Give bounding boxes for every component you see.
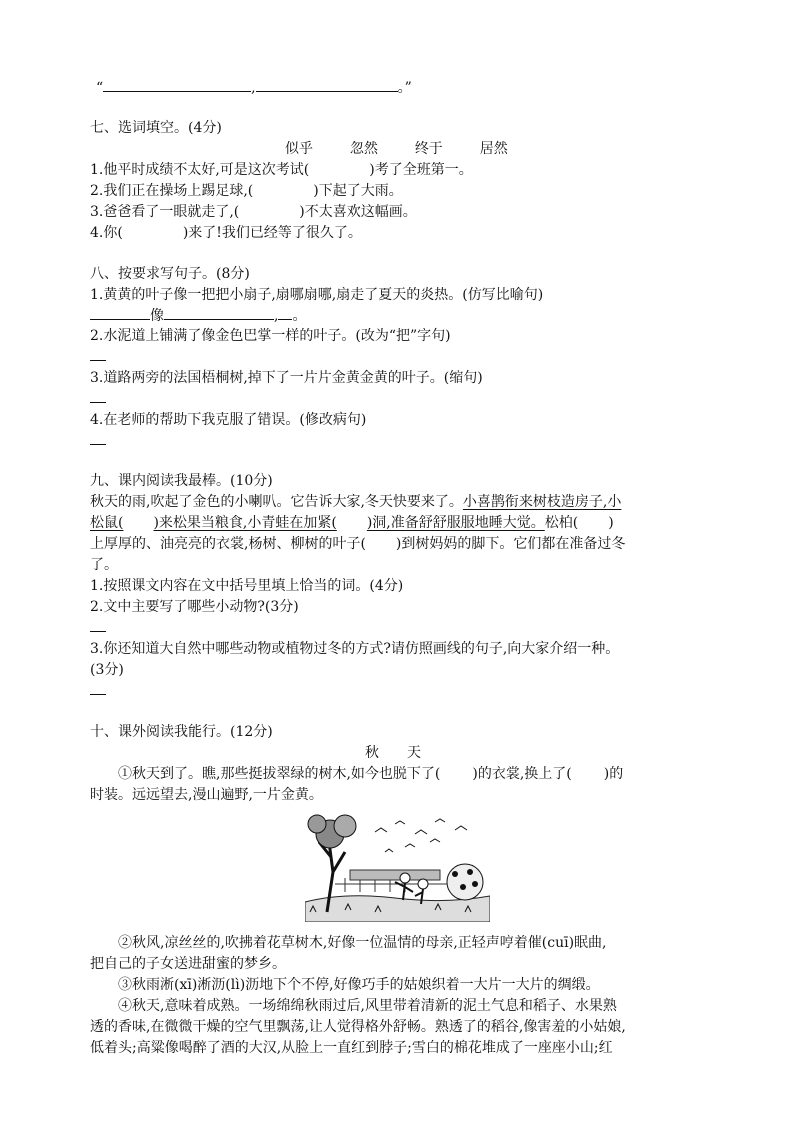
essay-paragraph-2-cont: 把自己的子女送进甜蜜的梦乡。 bbox=[90, 956, 286, 972]
passage-line: 上厚厚的、油亮亮的衣裳,杨树、柳树的叶子( )到树妈妈的脚下。它们都在准备过冬 bbox=[90, 536, 626, 552]
essay-paragraph-2: ②秋风,凉丝丝的,吹拂着花草树木,好像一位温情的母亲,正轻声哼着催(cuī)眠曲, bbox=[118, 935, 607, 951]
essay-paragraph-3: ③秋雨淅(xī)淅沥(lì)沥地下个不停,好像巧手的姑娘织着一大片一大片的绸缎。 bbox=[118, 977, 600, 993]
answer-blank[interactable] bbox=[278, 319, 292, 320]
answer-blank[interactable] bbox=[256, 91, 398, 92]
word-option: 居然 bbox=[479, 141, 508, 157]
answer-blank[interactable] bbox=[103, 91, 251, 92]
rewrite-question-4: 4.在老师的帮助下我克服了错误。(修改病句) bbox=[90, 412, 367, 428]
essay-paragraph-4-cont: 低着头;高粱像喝醉了酒的大汉,从脸上一直红到脖子;雪白的棉花堆成了一座座小山;红 bbox=[90, 1040, 613, 1056]
word-option: 似乎 bbox=[285, 141, 313, 157]
answer-blank[interactable] bbox=[90, 319, 150, 320]
rewrite-answer-1: 像 , 。 bbox=[90, 306, 306, 326]
answer-line[interactable] bbox=[90, 389, 106, 409]
section-10-title: 十、课外阅读我能行。(12分) bbox=[90, 724, 273, 740]
essay-paragraph-1-cont: 时装。远远望去,漫山遍野,一片金黄。 bbox=[90, 787, 323, 803]
answer-blank[interactable] bbox=[164, 319, 274, 320]
essay-paragraph-1: ①秋天到了。瞧,那些挺拔翠绿的树木,如今也脱下了( )的衣裳,换上了( )的 bbox=[118, 766, 624, 782]
quote-answer-line: “ , 。” bbox=[96, 80, 412, 96]
reading-question-1: 1.按照课文内容在文中括号里填上恰当的词。(4分) bbox=[90, 578, 404, 594]
answer-line[interactable] bbox=[90, 681, 106, 701]
passage-line: 松鼠( )来松果当粮食,小青蛙在加紧( )洞,准备舒舒服服地睡大觉。松柏( ) bbox=[90, 515, 614, 531]
rewrite-question-2: 2.水泥道上铺满了像金色巴掌一样的叶子。(改为“把”字句) bbox=[90, 328, 451, 344]
fill-item-3: 3.爸爸看了一眼就走了,( )不太喜欢这幅画。 bbox=[90, 204, 417, 220]
word-option: 忽然 bbox=[349, 141, 378, 157]
question-score: (3分) bbox=[90, 662, 124, 678]
rewrite-question-3: 3.道路两旁的法国梧桐树,掉下了一片片金黄金黄的叶子。(缩句) bbox=[90, 370, 483, 386]
passage-line: 秋天的雨,吹起了金色的小喇叭。它告诉大家,冬天快要来了。小喜鹊衔来树枝造房子,小 bbox=[90, 494, 622, 510]
section-9-title: 九、课内阅读我最棒。(10分) bbox=[90, 473, 273, 489]
fill-item-1: 1.他平时成绩不太好,可是这次考试( )考了全班第一。 bbox=[90, 162, 473, 178]
word-bank bbox=[285, 139, 508, 159]
autumn-illustration bbox=[305, 812, 490, 922]
reading-question-2: 2.文中主要写了哪些小动物?(3分) bbox=[90, 599, 299, 615]
essay-paragraph-4-cont: 透的香味,在微微干燥的空气里飘荡,让人觉得格外舒畅。熟透了的稻谷,像害羞的小姑娘, bbox=[90, 1019, 626, 1035]
answer-line[interactable] bbox=[90, 431, 106, 451]
word-option: 终于 bbox=[414, 141, 443, 157]
reading-question-3: 3.你还知道大自然中哪些动物或植物过冬的方式?请仿照画线的句子,向大家介绍一种。 bbox=[90, 641, 620, 657]
section-8-title: 八、按要求写句子。(8分) bbox=[90, 266, 250, 282]
answer-line[interactable] bbox=[90, 347, 106, 367]
fill-item-2: 2.我们正在操场上踢足球,( )下起了大雨。 bbox=[90, 183, 403, 199]
essay-paragraph-4: ④秋天,意味着成熟。一场绵绵秋雨过后,风里带着清新的泥土气息和稻子、水果熟 bbox=[118, 998, 617, 1014]
answer-line[interactable] bbox=[90, 618, 106, 638]
section-7-title: 七、选词填空。(4分) bbox=[90, 120, 222, 136]
answer-blank[interactable] bbox=[337, 513, 367, 533]
passage-line: 了。 bbox=[90, 557, 118, 573]
answer-blank[interactable] bbox=[123, 513, 153, 533]
fill-item-4: 4.你( )来了!我们已经等了很久了。 bbox=[90, 225, 362, 241]
essay-title: 秋 天 bbox=[365, 745, 421, 761]
rewrite-question-1: 1.黄黄的叶子像一把把小扇子,扇哪扇哪,扇走了夏天的炎热。(仿写比喻句) bbox=[90, 287, 544, 303]
